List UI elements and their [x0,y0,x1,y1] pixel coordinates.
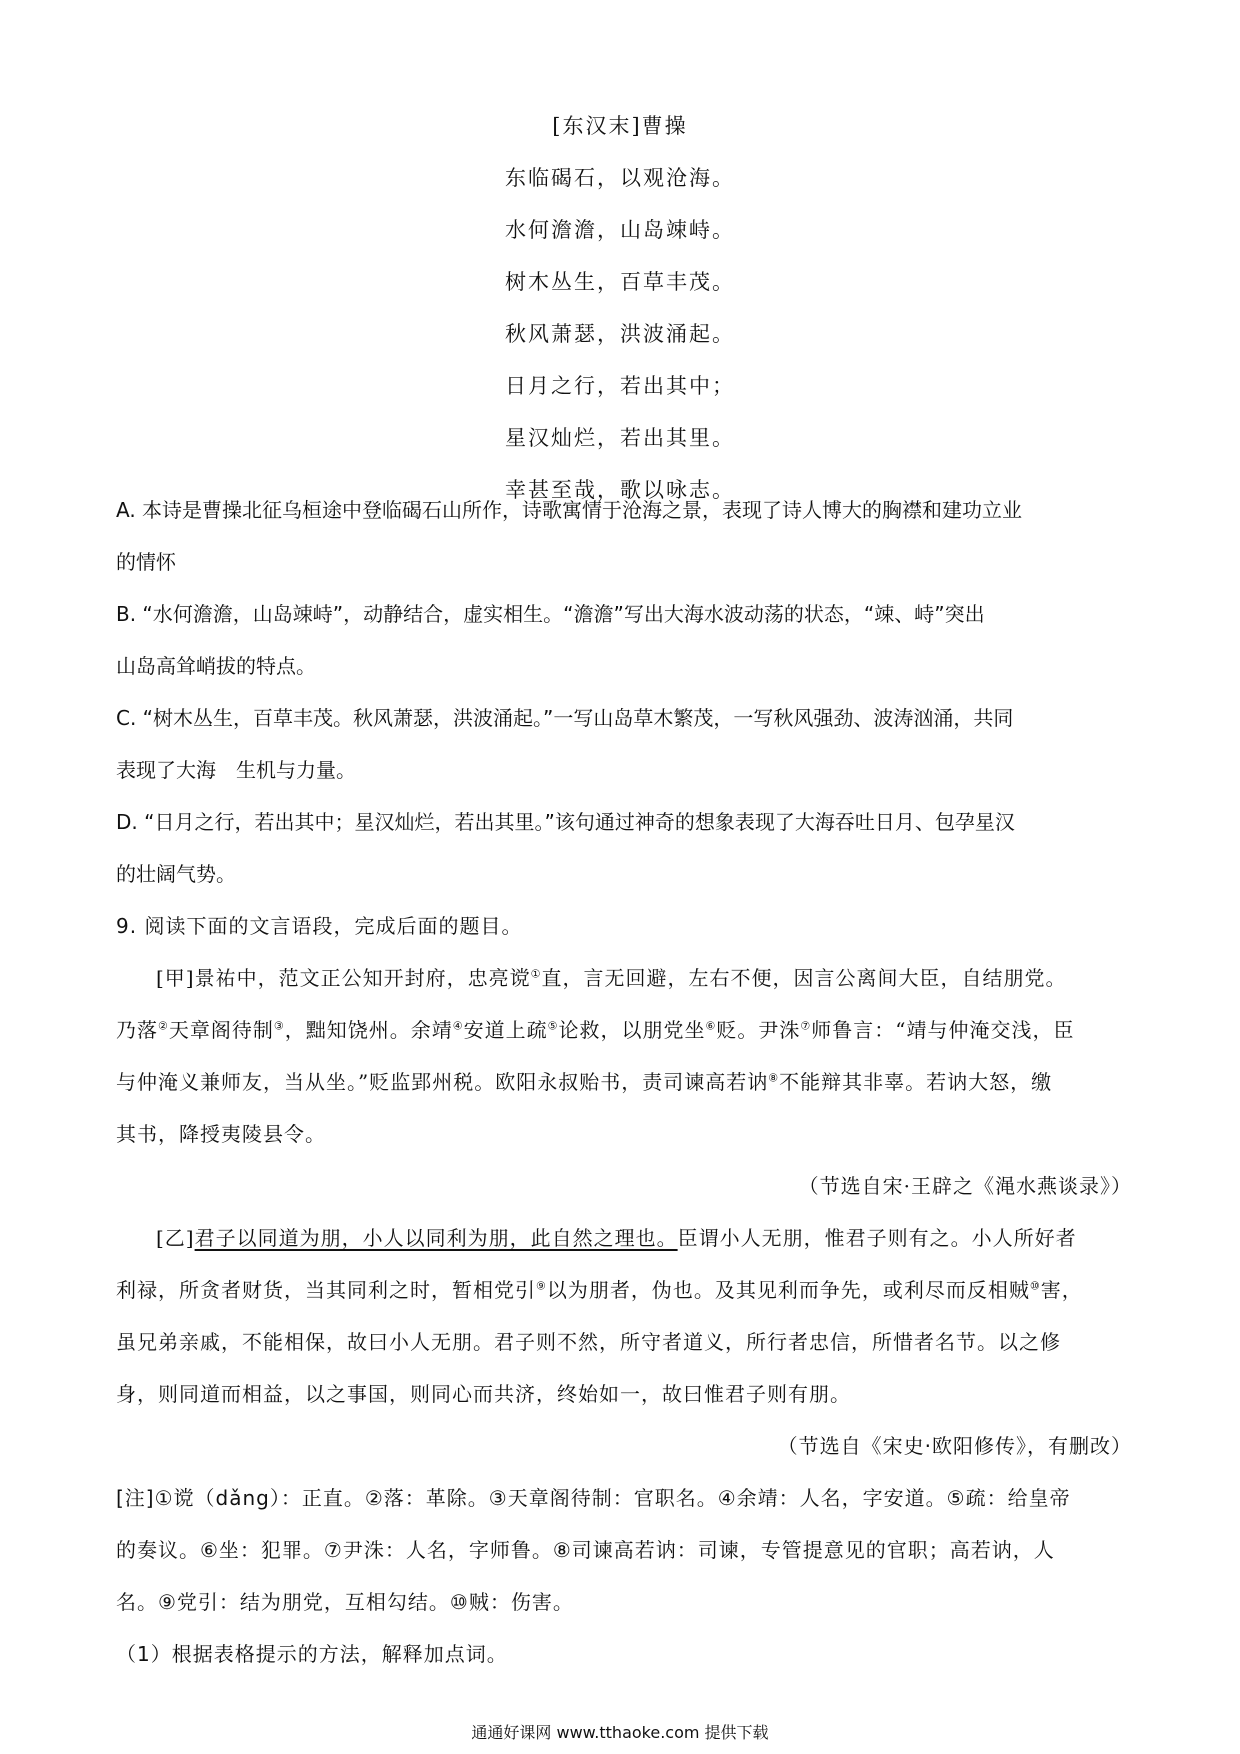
passage-jia-line [116,1056,1132,1108]
passage-yi-line: 虽兄弟亲戚，不能相保，故曰小人无朋。君子则不然，所守者道义，所行者忠信，所惜者名节。以之修 [116,1330,1061,1354]
notes-line: 名。⑨党引：结为朋党，互相勾结。⑩贼：伤害。 [116,1590,574,1614]
option-d-line: D. “日月之行，若出其中；星汉灿烂，若出其里。”该句通过神奇的想象表现了大海吞吐日月、包孕星汉 [116,810,1015,834]
answer-options [116,484,1132,900]
option-d-line: 的壮阔气势。 [116,862,236,886]
text: 安道上疏 [463,1018,548,1042]
note-ref: ⑦ [800,1019,812,1033]
option-c-line: C. “树木丛生，百草丰茂。秋风萧瑟，洪波涌起。”一写山岛草木繁茂，一写秋风强劲、波涛汹涌，共同 [116,706,1014,730]
note-ref: ⑤ [547,1019,559,1033]
note-ref: ⑩ [1029,1279,1041,1293]
poem-line: 水何澹澹，山岛竦峙。 [505,218,735,242]
text: 利禄，所贪者财货，当其同利之时，暂相党引 [116,1278,536,1302]
text: [甲]景祐中，范文正公知开封府，忠亮谠 [156,966,531,990]
poem-line: 秋风萧瑟，洪波涌起。 [505,322,735,346]
poem-line: 日月之行，若出其中； [505,374,735,398]
text: 以为朋者，伪也。及其见利而争先，或利尽而反相贼 [546,1278,1030,1302]
option-b-line: B. “水何澹澹，山岛竦峙”，动静结合，虚实相生。“澹澹”写出大海水波动荡的状态，“竦、峙”突出 [116,602,985,626]
text: 直，言无回避，左右不便，因言公离间大臣，自结朋党。 [541,966,1067,990]
note-ref: ⑥ [705,1019,717,1033]
passage-yi-line: 身，则同道而相益，以之事国，则同心而共济，终始如一，故曰惟君子则有朋。 [116,1382,851,1406]
passage-yi-line [116,1264,1132,1316]
option-a-line: A. 本诗是曹操北征乌桓途中登临碣石山所作，诗歌寓情于沧海之景，表现了诗人博大的胸襟和建功立业 [116,498,1023,522]
option-a-line: 的情怀 [116,550,176,574]
text: ，黜知饶州。余靖 [284,1018,453,1042]
underlined-sentence: 君子以同道为朋，小人以同利为朋，此自然之理也。 [194,1226,678,1250]
note-ref: ⑧ [768,1071,780,1085]
note-ref: ④ [452,1019,464,1033]
text: 害， [1040,1278,1083,1302]
passage-jia-line: 其书，降授夷陵县令。 [116,1122,326,1146]
text: 贬。尹洙 [716,1018,801,1042]
poem-line: 星汉灿烂，若出其里。 [505,426,735,450]
passage-source: （节选自《宋史·欧阳修传》，有删改） [777,1434,1132,1458]
notes-line: 的奏议。⑥坐：犯罪。⑦尹洙：人名，字师鲁。⑧司谏高若讷：司谏，专管提意见的官职；高若讷，人 [116,1538,1055,1562]
poem-author: [东汉末]曹操 [552,114,688,138]
option-c-line: 表现了大海 生机与力量。 [116,758,356,782]
text: 天章阁待制 [168,1018,274,1042]
note-ref: ③ [273,1019,285,1033]
passage-yi-line [116,1212,1132,1264]
note-ref: ① [530,967,542,981]
passage-jia-line [116,1004,1132,1056]
text: 臣谓小人无朋，惟君子则有之。小人所好者 [677,1226,1077,1250]
text: 与仲淹义兼师友，当从坐。”贬监郢州税。欧阳永叔贻书，责司谏高若讷 [116,1070,769,1094]
page-footer: 通通好课网 www.tthaoke.com 提供下载 [471,1723,769,1742]
text: 论救，以朋党坐 [558,1018,706,1042]
option-b-line: 山岛高耸峭拔的特点。 [116,654,316,678]
question-9 [116,900,1132,1680]
text: 师鲁言：“靖与仲淹交浅，臣 [811,1018,1075,1042]
poem [0,100,1240,516]
question-heading: 9. 阅读下面的文言语段，完成后面的题目。 [116,914,523,938]
passage-label: [乙] [156,1226,195,1250]
passage-jia-line [116,952,1132,1004]
note-ref: ② [158,1019,169,1033]
notes-line: [注]①谠（dǎng）：正直。②落：革除。③天章阁待制：官职名。④余靖：人名，字安道。⑤疏：给皇帝 [116,1486,1071,1510]
text: 不能辩其非辜。若讷大怒，缴 [779,1070,1053,1094]
poem-line: 幸甚至哉，歌以咏志。 [505,478,735,502]
poem-line: 东临碣石，以观沧海。 [505,166,735,190]
sub-question: （1）根据表格提示的方法，解释加点词。 [116,1642,508,1666]
poem-line: 树木丛生，百草丰茂。 [505,270,735,294]
note-ref: ⑨ [536,1279,547,1293]
text: 乃落 [116,1018,158,1042]
passage-source: （节选自宋·王辟之《渑水燕谈录》） [798,1174,1132,1198]
